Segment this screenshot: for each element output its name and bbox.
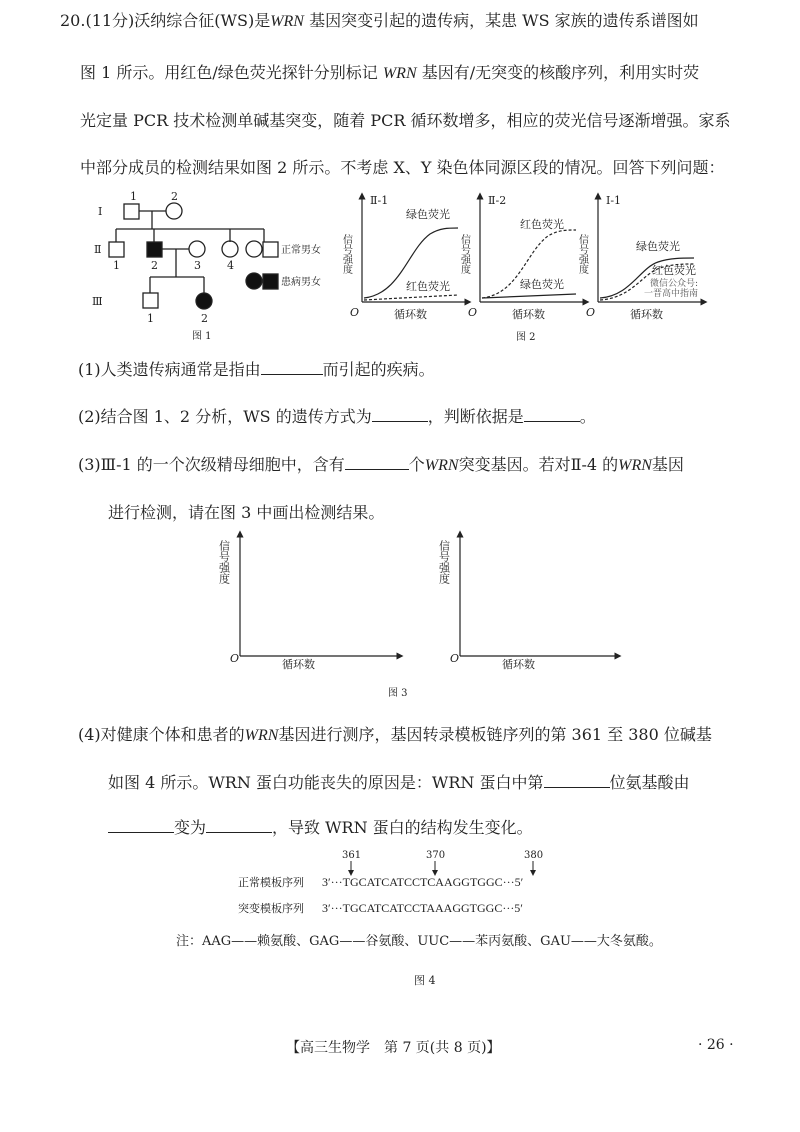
legend-normal-female [246, 241, 262, 257]
legend-affected-female [246, 273, 262, 289]
question-line-4: 中部分成员的检测结果如图 2 所示。不考虑 X、Y 染色体同源区段的情况。回答下列问题： [80, 158, 725, 177]
pedigree-II-4 [222, 241, 238, 257]
marker-380: 380 [524, 850, 544, 861]
panel2-green-curve [482, 294, 576, 298]
panel1-red-label: 红色荧光 [406, 280, 450, 293]
svg-text:1: 1 [113, 259, 120, 272]
svg-text:信号强度: 信号强度 [458, 234, 470, 274]
answer-blank-1[interactable] [261, 360, 323, 375]
svg-text:信号强度: 信号强度 [340, 234, 352, 274]
pedigree-III-1 [143, 293, 158, 308]
sub-question-4: (4)对健康个体和患者的WRN基因进行测序，基因转录模板链序列的第 361 至 380 位碱基 [78, 725, 712, 744]
normal-seq: 3′···TGCATCATCCTCAAGGTGGC···5′ [322, 875, 524, 889]
figure-1-caption: 图 1 [192, 331, 212, 342]
sub-question-4-line-3: 变为 ，导致 WRN 蛋白的结构发生变化。 [108, 815, 533, 838]
pedigree-III-2 [196, 293, 212, 309]
answer-blank-3[interactable] [345, 455, 409, 470]
panel2-green-label: 绿色荧光 [520, 278, 564, 291]
figure-3-caption: 图 3 [388, 688, 408, 699]
svg-text:信号强度: 信号强度 [576, 234, 588, 274]
legend-normal-male [263, 242, 278, 257]
figure-3-answer-axes [217, 530, 590, 700]
figure-1-pedigree [80, 185, 350, 345]
svg-text:2: 2 [151, 259, 158, 272]
svg-text:循环数: 循环数 [512, 308, 545, 321]
svg-text:O: O [350, 306, 360, 319]
svg-text:O: O [230, 652, 240, 665]
pedigree-II-2 [147, 242, 162, 257]
svg-text:3: 3 [194, 259, 201, 272]
svg-text:1: 1 [147, 312, 154, 325]
figure-4-sequences [230, 848, 590, 920]
question-line-2: 图 1 所示。用红色/绿色荧光探针分别标记 WRN 基因有/无突变的核酸序列，利用实时荧 [80, 63, 700, 82]
svg-text:循环数: 循环数 [282, 658, 315, 671]
sub-question-1: (1)人类遗传病通常是指由 而引起的疾病。 [78, 360, 435, 379]
svg-text:Ⅱ: Ⅱ [94, 243, 102, 256]
svg-text:O: O [450, 652, 460, 665]
panel1-green-label: 绿色荧光 [406, 208, 450, 221]
svg-text:循环数: 循环数 [630, 308, 663, 321]
marker-370: 370 [426, 850, 446, 861]
watermark-line-2: 一晋高中指南 [644, 289, 699, 299]
svg-text:O: O [468, 306, 478, 319]
answer-blank-4a[interactable] [544, 773, 610, 788]
svg-text:Ⅱ-1: Ⅱ-1 [370, 194, 389, 207]
marker-361: 361 [342, 850, 362, 861]
svg-text:Ⅰ-1: Ⅰ-1 [606, 194, 622, 207]
legend-affected-label: 患病男女 [281, 277, 321, 288]
svg-text:循环数: 循环数 [502, 658, 535, 671]
panel3-green-label: 绿色荧光 [636, 240, 680, 253]
question-number: 20. [60, 11, 86, 30]
svg-text:Ⅰ: Ⅰ [98, 205, 103, 218]
figure-4-caption: 图 4 [414, 974, 436, 987]
panel2-red-label: 红色荧光 [520, 218, 564, 231]
normal-seq-label: 正常模板序列 [238, 876, 304, 889]
pedigree-II-1 [109, 242, 124, 257]
svg-text:Ⅱ-2: Ⅱ-2 [488, 194, 507, 207]
legend-affected-male [263, 274, 278, 289]
pedigree-I-2 [166, 203, 182, 219]
footer-page-info: 【高三生物学 第 7 页(共 8 页)】 [286, 1040, 501, 1056]
panel1-red-curve [364, 295, 458, 300]
figure-2-caption: 图 2 [516, 332, 536, 343]
answer-blank-2a[interactable] [372, 407, 428, 422]
pedigree-II-3 [189, 241, 205, 257]
svg-text:信号强度: 信号强度 [217, 540, 231, 584]
watermark-line-1: 微信公众号: [650, 279, 699, 289]
answer-blank-4b[interactable] [108, 818, 174, 833]
svg-text:2: 2 [171, 190, 178, 203]
question-line-1: 20.(11分)沃纳综合征(WS)是WRN 基因突变引起的遗传病，某患 WS 家族的遗传系谱图如 [60, 11, 699, 30]
figure-4-note: 注：AAG——赖氨酸、GAG——谷氨酸、UUC——苯丙氨酸、GAU——大冬氨酸。 [176, 934, 662, 949]
footer-page-code: · 26 · [698, 1037, 734, 1053]
mutant-seq: 3′···TGCATCATCCTAAAGGTGGC···5′ [322, 901, 523, 915]
sub-question-2: (2)结合图 1、2 分析，WS 的遗传方式为 ，判断依据是 。 [78, 407, 596, 426]
svg-text:O: O [586, 306, 596, 319]
svg-text:4: 4 [227, 259, 234, 272]
legend-normal-label: 正常男女 [281, 245, 321, 256]
svg-text:信号强度: 信号强度 [437, 540, 451, 584]
svg-text:循环数: 循环数 [394, 308, 427, 321]
svg-text:1: 1 [130, 190, 137, 203]
pedigree-I-1 [124, 204, 139, 219]
svg-text:2: 2 [201, 312, 208, 325]
sub-question-4-line-2: 如图 4 所示。WRN 蛋白功能丧失的原因是：WRN 蛋白中第 位氨基酸由 [108, 773, 690, 792]
answer-blank-2b[interactable] [524, 407, 580, 422]
sub-question-3: (3)Ⅲ-1 的一个次级精母细胞中，含有 个WRN突变基因。若对Ⅱ-4 的WRN基因 [78, 455, 684, 474]
sub-question-3-line-2: 进行检测，请在图 3 中画出检测结果。 [108, 503, 385, 522]
mutant-seq-label: 突变模板序列 [238, 902, 304, 915]
panel3-red-label: 红色荧光 [652, 264, 696, 277]
answer-blank-4c[interactable] [206, 818, 272, 833]
figure-2-pcr-results [340, 190, 760, 350]
question-line-3: 光定量 PCR 技术检测单碱基突变，随着 PCR 循环数增多，相应的荧光信号逐渐增强。家系 [80, 111, 731, 130]
svg-text:Ⅲ: Ⅲ [92, 295, 103, 308]
